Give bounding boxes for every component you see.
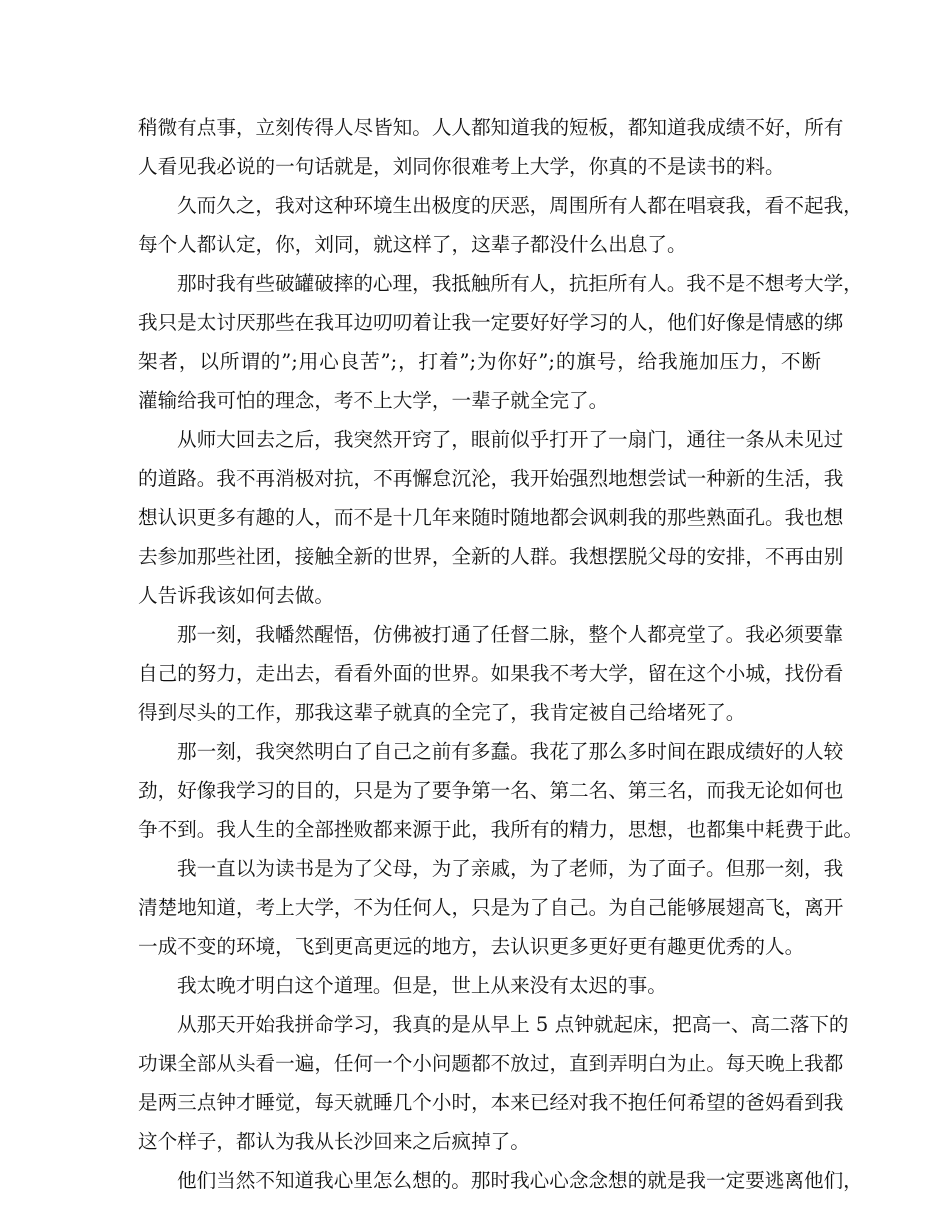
text-line: 想认识更多有趣的人，而不是十几年来随时随地都会讽刺我的那些熟面孔。我也想	[138, 506, 844, 529]
text-line: 灌输给我可怕的理念，考不上大学，一辈子就全完了。	[138, 389, 609, 412]
text-line: 那一刻，我幡然醒悟，仿佛被打通了任督二脉，整个人都亮堂了。我必须要靠	[177, 623, 844, 646]
text-line: 稍微有点事，立刻传得人尽皆知。人人都知道我的短板，都知道我成绩不好，所有	[138, 116, 844, 139]
text-line: 久而久之，我对这种环境生出极度的厌恶，周围所有人都在唱衰我，看不起我，	[177, 194, 863, 217]
text-line: 去参加那些社团，接触全新的世界，全新的人群。我想摆脱父母的安排，不再由别	[138, 545, 844, 568]
text-line: 的道路。我不再消极对抗，不再懈怠沉沦，我开始强烈地想尝试一种新的生活，我	[138, 467, 844, 490]
text-line: 一成不变的环境，飞到更高更远的地方，去认识更多更好更有趣更优秀的人。	[138, 935, 805, 958]
text-line: 从那天开始我拼命学习，我真的是从早上 5 点钟就起床，把高一、高二落下的	[177, 1013, 849, 1036]
text-line: 这个样子，都认为我从长沙回来之后疯掉了。	[138, 1130, 530, 1153]
text-line: 自己的努力，走出去，看看外面的世界。如果我不考大学，留在这个小城，找份看	[138, 662, 844, 685]
text-line: 劲，好像我学习的目的，只是为了要争第一名、第二名、第三名，而我无论如何也	[138, 779, 844, 802]
text-line: 我一直以为读书是为了父母，为了亲戚，为了老师，为了面子。但那一刻，我	[177, 857, 844, 880]
text-line: 争不到。我人生的全部挫败都来源于此，我所有的精力，思想，也都集中耗费于此。	[138, 818, 863, 841]
text-line: 我太晚才明白这个道理。但是，世上从来没有太迟的事。	[177, 974, 667, 997]
text-line: 得到尽头的工作，那我这辈子就真的全完了，我肯定被自己给堵死了。	[138, 701, 746, 724]
text-line: 架者，以所谓的”;用心良苦”;，打着”;为你好”;的旗号，给我施加压力，不断	[138, 350, 821, 373]
text-line: 他们当然不知道我心里怎么想的。那时我心心念念想的就是我一定要逃离他们，	[177, 1169, 863, 1192]
text-line: 功课全部从头看一遍，任何一个小问题都不放过，直到弄明白为止。每天晚上我都	[138, 1052, 844, 1075]
text-line: 每个人都认定，你，刘同，就这样了，这辈子都没什么出息了。	[138, 233, 687, 256]
text-line: 是两三点钟才睡觉，每天就睡几个小时，本来已经对我不抱任何希望的爸妈看到我	[138, 1091, 844, 1114]
text-line: 从师大回去之后，我突然开窍了，眼前似乎打开了一扇门，通往一条从未见过	[177, 428, 844, 451]
text-line: 那时我有些破罐破摔的心理，我抵触所有人，抗拒所有人。我不是不想考大学，	[177, 272, 863, 295]
text-line: 清楚地知道，考上大学，不为任何人，只是为了自己。为自己能够展翅高飞，离开	[138, 896, 844, 919]
text-line: 那一刻，我突然明白了自己之前有多蠢。我花了那么多时间在跟成绩好的人较	[177, 740, 844, 763]
text-line: 人告诉我该如何去做。	[138, 584, 334, 607]
text-line: 我只是太讨厌那些在我耳边叨叨着让我一定要好好学习的人，他们好像是情感的绑	[138, 311, 844, 334]
text-line: 人看见我必说的一句话就是，刘同你很难考上大学，你真的不是读书的料。	[138, 155, 785, 178]
